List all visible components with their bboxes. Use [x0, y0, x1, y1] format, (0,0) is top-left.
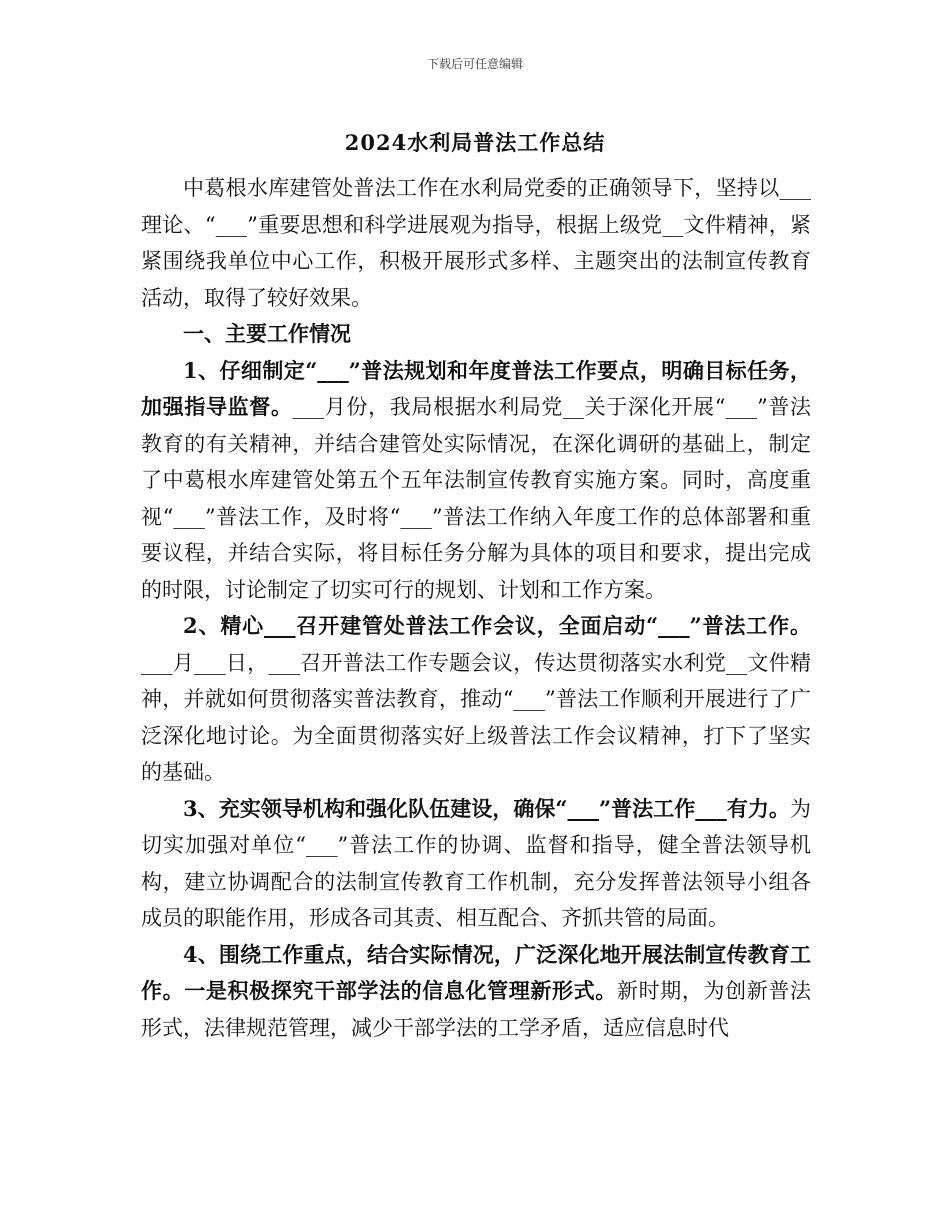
item-3-text: 为切实加强对单位“___”普法工作的协调、监督和指导，健全普法领导机构，建立协调配合的法制宣传教育工作机制，充分发挥普法领导小组各成员的职能作用，形成各司其责、相互配合、齐抓共管的局面。	[141, 796, 811, 930]
page-header-note: 下载后可任意编辑	[426, 57, 523, 71]
document-body	[141, 170, 811, 1046]
item-3-bold-lead: 3、充实领导机构和强化队伍建设，确保“___”普法工作___有力。	[183, 795, 790, 821]
item-1-bold-lead: 1、仔细制定“___”普法规划和年度普法工作要点，明确目标任务，加强指导监督。	[141, 357, 811, 419]
intro-paragraph: 中葛根水库建管处普法工作在水利局党委的正确领导下，坚持以___理论、“___”重要思想和科学进展观为指导，根据上级党__文件精神，紧紧围绕我单位中心工作，积极开展形式多样、主题突出的法制宣传教育活动，取得了较好效果。	[141, 176, 811, 310]
item-paragraph-4	[141, 937, 811, 1047]
item-paragraph-2	[141, 608, 811, 791]
item-4-text: 新时期，为创新普法形式，法律规范管理，减少干部学法的工学矛盾，适应信息时代	[141, 979, 812, 1040]
item-1-text: ___月份，我局根据水利局党__关于深化开展“___”普法教育的有关精神，并结合建管处实际情况，在深化调研的基础上，制定了中葛根水库建管处第五个五年法制宣传教育实施方案。同时，高度重视“___”普法工作，及时将“___”普法工作纳入年度工作的总体部署和重要议程，并结合实际，将目标任务分解为具体的项目和要求，提出完成的时限，讨论制定了切实可行的规划、计划和工作方案。	[141, 395, 811, 602]
item-paragraph-3	[141, 791, 811, 937]
item-paragraph-1	[141, 353, 811, 609]
item-2-bold-lead: 2、精心___召开建管处普法工作会议，全面启动“___”普法工作。	[183, 613, 811, 638]
document-title: 2024水利局普法工作总结	[344, 130, 606, 155]
section-heading: 一、主要工作情况	[183, 321, 351, 346]
item-2-text: ___月___日，___召开普法工作专题会议，传达贯彻落实水利党__文件精神，并就如何贯彻落实普法教育，推动“___”普法工作顺利开展进行了广泛深化地讨论。为全面贯彻落实好上级普法工作会议精神，打下了坚实的基础。	[141, 650, 811, 784]
item-4-bold-lead: 4、围绕工作重点，结合实际情况，广泛深化地开展法制宣传教育工作。一是积极探究干部学法的信息化管理新形式。	[141, 941, 811, 1003]
